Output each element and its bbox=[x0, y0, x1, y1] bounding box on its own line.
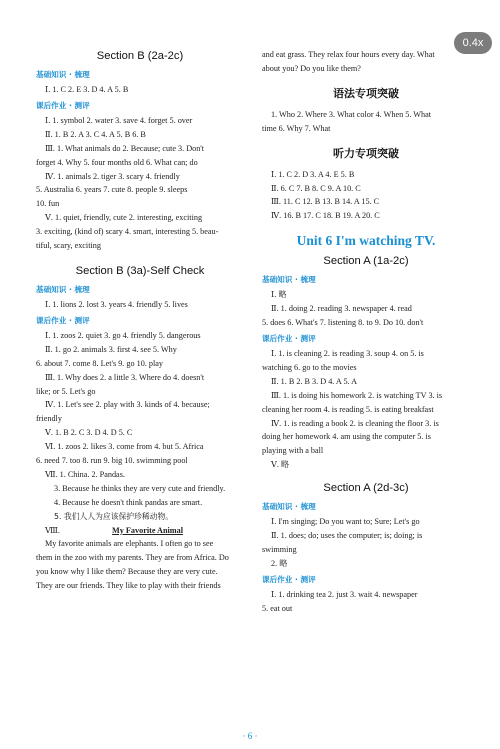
answer-line: Ⅱ. 1. doing 2. reading 3. newspaper 4. read bbox=[271, 304, 412, 314]
page-number: · 6 · bbox=[242, 731, 258, 741]
essay-line: you know why I like them? Because they are very cute. bbox=[36, 567, 218, 577]
answer-line: Ⅵ. 1. zoos 2. likes 3. come from 4. but 5. Africa bbox=[45, 442, 204, 452]
answer-line: 5. 我们人人为应该保护珍稀动物。 bbox=[54, 511, 174, 521]
answer-line: playing with a ball bbox=[262, 446, 324, 456]
answer-line: tiful, scary, exciting bbox=[36, 241, 101, 251]
answer-line: Ⅲ. 1. What animals do 2. Because; cute 3. Don't bbox=[45, 143, 205, 153]
answer-line: Ⅰ. 1. C 2. E 3. D 4. A 5. B bbox=[45, 85, 129, 94]
essay-number: Ⅷ. bbox=[45, 525, 60, 535]
essay-line: them in the zoo with my parents. They are from Africa. Do bbox=[36, 553, 229, 563]
answer-line: Ⅰ. 1. symbol 2. water 3. save 4. forget 5. over bbox=[45, 115, 193, 125]
answer-line: forget 4. Why 5. four months old 6. What can; do bbox=[36, 157, 198, 167]
answer-line: 5. eat out bbox=[262, 603, 293, 613]
answer-line: Ⅱ. 1. B 2. A 3. C 4. A 5. B 6. B bbox=[45, 129, 146, 139]
answer-line: cleaning her room 4. is reading 5. is eating breakfast bbox=[262, 404, 434, 414]
answer-line: 3. exciting, (kind of) scary 4. smart, interesting 5. beau- bbox=[36, 227, 219, 237]
section-title: 语法专项突破 bbox=[333, 86, 399, 100]
answer-line: Ⅱ. 6. C 7. B 8. C 9. A 10. C bbox=[271, 183, 361, 193]
section-tag: 课后作业 · 测评 bbox=[262, 333, 316, 343]
answer-line: like; or 5. Let's go bbox=[36, 386, 96, 396]
answer-line: Ⅰ. 略 bbox=[271, 290, 287, 300]
essay-title: My Favorite Animal bbox=[112, 525, 183, 535]
section-title: 听力专项突破 bbox=[333, 146, 399, 160]
answer-line: 6. need 7. too 8. run 9. big 10. swimming pool bbox=[36, 456, 188, 466]
section-tag: 基础知识 · 梳理 bbox=[262, 502, 316, 512]
section-title: Section A (2d-3c) bbox=[323, 482, 409, 495]
answer-line: Ⅱ. 1. does; do; uses the computer; is; doing; is bbox=[271, 531, 423, 541]
answer-line: Ⅳ. 1. Let's see 2. play with 3. kinds of 4. because; bbox=[45, 400, 210, 410]
playback-speed-badge[interactable]: 0.4x bbox=[454, 32, 492, 54]
section-title: Section B (2a-2c) bbox=[96, 50, 184, 62]
section-title: Section B (3a)-Self Check bbox=[75, 264, 205, 277]
answer-line: Ⅶ. 1. China. 2. Pandas. bbox=[45, 469, 125, 479]
answer-line: Ⅳ. 1. animals 2. tiger 3. scary 4. friendly bbox=[45, 171, 180, 181]
answer-line: Ⅴ. 略 bbox=[271, 460, 290, 470]
answer-line: time 6. Why 7. What bbox=[262, 123, 331, 133]
section-title: Section A (1a-2c) bbox=[323, 255, 409, 268]
right-column bbox=[262, 48, 470, 616]
answer-line: 2. 略 bbox=[271, 558, 288, 568]
essay-heading-line bbox=[36, 524, 244, 538]
answer-line: watching 6. go to the movies bbox=[262, 362, 357, 372]
answer-line: Ⅲ. 1. is doing his homework 2. is watching TV 3. is bbox=[271, 390, 443, 400]
section-tag: 课后作业 · 测评 bbox=[36, 100, 90, 110]
answer-line: 5. does 6. What's 7. listening 8. to 9. Do 10. don't bbox=[262, 318, 424, 328]
section-tag: 课后作业 · 测评 bbox=[262, 574, 316, 584]
section-tag: 基础知识 · 梳理 bbox=[262, 275, 316, 285]
answer-line: Ⅰ. 1. zoos 2. quiet 3. go 4. friendly 5. dangerous bbox=[45, 330, 201, 340]
answer-line: Ⅰ. 1. lions 2. lost 3. years 4. friendly 5. lives bbox=[45, 299, 188, 309]
left-column bbox=[36, 44, 244, 593]
answer-line: 4. Because he doesn't think pandas are smart. bbox=[54, 497, 203, 507]
answer-line: Ⅴ. 1. B 2. C 3. D 4. D 5. C bbox=[45, 428, 133, 438]
section-tag: 课后作业 · 测评 bbox=[36, 315, 90, 325]
answer-line: Ⅳ. 16. B 17. C 18. B 19. A 20. C bbox=[271, 211, 380, 221]
answer-line: Ⅱ. 1. go 2. animals 3. first 4. see 5. Why bbox=[45, 344, 177, 354]
answer-line: Ⅰ. 1. is cleaning 2. is reading 3. soup 4. on 5. is bbox=[271, 348, 424, 358]
answer-line: 10. fun bbox=[36, 199, 60, 209]
answer-line: Ⅱ. 1. B 2. B 3. D 4. A 5. A bbox=[271, 376, 358, 386]
answer-line: Ⅰ. I'm singing; Do you want to; Sure; Let's go bbox=[271, 517, 420, 527]
answer-line: Ⅳ. 1. is reading a book 2. is cleaning the floor 3. is bbox=[271, 418, 439, 428]
essay-line: about you? Do you like them? bbox=[262, 63, 361, 73]
unit-title: Unit 6 I'm watching TV. bbox=[296, 233, 436, 249]
answer-line: 3. Because he thinks they are very cute and friendly. bbox=[54, 483, 226, 493]
answer-line: doing her homework 4. am using the computer 5. is bbox=[262, 432, 431, 442]
answer-line: 6. about 7. come 8. Let's 9. go 10. play bbox=[36, 358, 163, 368]
answer-line: Ⅰ. 1. drinking tea 2. just 3. wait 4. newspaper bbox=[271, 589, 418, 599]
essay-line: My favorite animals are elephants. I often go to see bbox=[45, 539, 214, 549]
answer-line: Ⅴ. 1. quiet, friendly, cute 2. interesting, exciting bbox=[45, 213, 203, 223]
section-tag: 基础知识 · 梳理 bbox=[36, 284, 90, 294]
essay-line: and eat grass. They relax four hours every day. What bbox=[262, 50, 435, 59]
answer-line: Ⅲ. 11. C 12. B 13. B 14. A 15. C bbox=[271, 197, 380, 207]
answer-line: friendly bbox=[36, 414, 62, 424]
answer-line: Ⅰ. 1. C 2. D 3. A 4. E 5. B bbox=[271, 169, 355, 179]
section-tag: 基础知识 · 梳理 bbox=[36, 70, 90, 79]
essay-line: They are our friends. They like to play with their friends bbox=[36, 581, 221, 591]
answer-line: 5. Australia 6. years 7. cute 8. people 9. sleeps bbox=[36, 185, 188, 195]
answer-line: swimming bbox=[262, 544, 297, 554]
answer-line: 1. Who 2. Where 3. What color 4. When 5. What bbox=[271, 109, 431, 119]
answer-line: Ⅲ. 1. Why does 2. a little 3. Where do 4. doesn't bbox=[45, 372, 205, 382]
